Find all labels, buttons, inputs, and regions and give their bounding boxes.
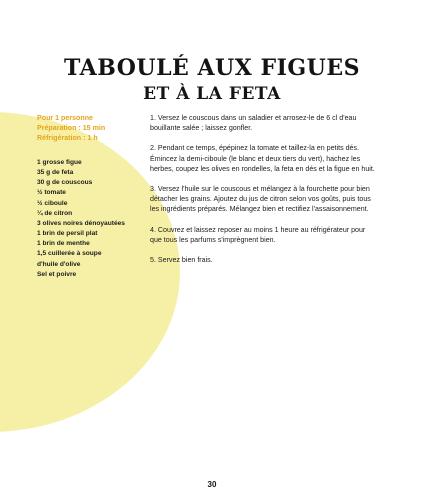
ingredient-item: d'huile d'olive: [37, 260, 81, 268]
ingredient-item: 1,5 cuillerée à soupe: [37, 250, 102, 258]
title-line-1: TABOULÉ AUX FIGUES: [63, 55, 360, 82]
refrigeration-time: Réfrigération : 1 h: [37, 134, 98, 142]
ingredient-item: ½ tomate: [37, 189, 66, 197]
ingredient-list: [37, 158, 152, 280]
ingredient-item: 1 grosse figue: [37, 159, 82, 166]
ingredient-item: 30 g de couscous: [37, 179, 93, 187]
title-line-2: ET À LA FETA: [143, 84, 281, 105]
ingredient-item: 1 brin de menthe: [37, 240, 90, 248]
ingredient-item: 3 olives noires dénoyautées: [37, 219, 125, 227]
ingredient-item: ¼ de citron: [37, 209, 73, 217]
servings: Pour 1 personne: [37, 114, 93, 122]
step-1: 1. Versez le couscous dans un saladier et arrosez-le de 6 cl d'eau bouillante salée ; laissez gonfler.: [150, 114, 357, 133]
ingredient-item: Sel et poivre: [37, 270, 77, 278]
preparation-time: Préparation : 15 min: [37, 124, 106, 132]
ingredient-item: 35 g de feta: [37, 169, 74, 177]
ingredient-item: 1 brin de persil plat: [37, 230, 98, 238]
recipe-meta: [37, 113, 147, 143]
page-number: 30: [207, 480, 217, 489]
step-4: 4. Couvrez et laissez reposer au moins 1 heure au réfrigérateur pour que tous les parfums s'imprègnent bien.: [150, 225, 366, 244]
recipe-title: [0, 55, 424, 105]
step-2: 2. Pendant ce temps, épépinez la tomate et taillez-la en petits dés. Émincez la demi-ciboule (le blanc et deux tiers du vert), hachez les herbes, coupez les olives en rondelles, la feta en dés et la figue en huit.: [150, 144, 375, 173]
step-5: 5. Servez bien frais.: [150, 256, 213, 265]
ingredient-item: ½ ciboule: [37, 199, 68, 207]
recipe-steps: [150, 113, 378, 275]
step-3: 3. Versez l'huile sur le couscous et mélangez à la fourchette pour bien détacher les grains. Ajoutez du jus de citron selon vos goûts, puis tous les ingrédients préparés. Mélangez bien et rectifiez l'assaisonnement.: [150, 185, 371, 214]
